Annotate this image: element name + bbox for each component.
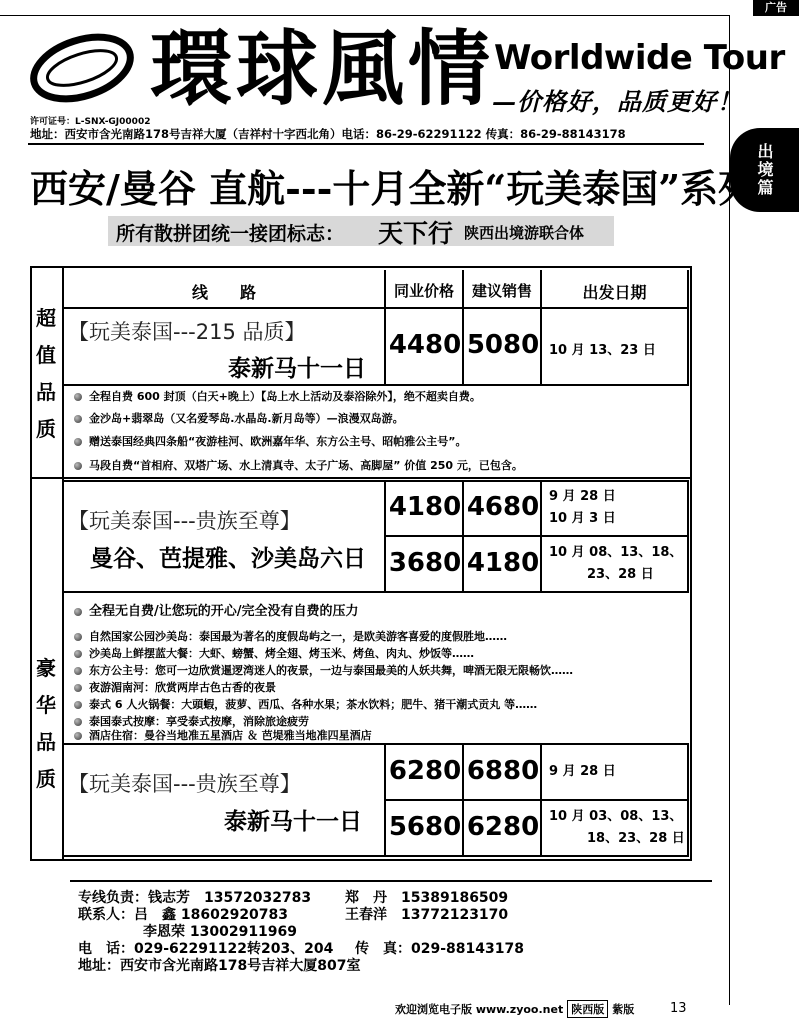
list-item: 马段自费“首相府、双塔广场、水上清真寺、太子广场、高脚屋” 价值 250 元，已包含。 [74,459,523,473]
retail-price: 4180 [466,548,540,578]
header-retail-price: 建议销售 [471,282,532,300]
list-item: 沙美岛上鲜摆蓝大餐：大虾、螃蟹、烤全翅、烤玉米、烤鱼、肉丸、炒饭等…… [74,647,474,661]
retail-price: 5080 [466,330,540,360]
header-trade-price: 同业价格 [393,282,454,300]
footer: 欢迎浏览电子版 www.zyoo.net 陕西版 紫版 [395,1000,634,1018]
row-divider [62,855,689,857]
subline-text: 所有散拼团统一接团标志： [116,223,345,245]
trade-price: 5680 [388,812,462,842]
row-divider [62,591,689,593]
brand-name-en: Worldwide Tour [494,38,785,78]
license-number: 许可证号：L-SNX-GJ00002 [30,117,151,127]
header-address: 地址：西安市含光南路178号吉祥大厦（吉祥村十字西北角）电话：86-29-62291122 传真：86-29-88143178 [30,127,626,141]
list-item: 泰国泰式按摩：享受泰式按摩，消除旅途疲劳 [74,715,309,729]
section-tab: 出境篇 [730,128,799,212]
slogan: —价格好，品质更好！ [492,87,742,116]
header-rule [28,143,704,145]
list-item: 金沙岛+翡翠岛（又名爱琴岛.水晶岛.新月岛等）—浪漫双岛游。 [74,412,404,426]
top-rule [0,15,730,16]
bullet-icon [74,393,82,401]
bullet-icon [74,667,82,675]
retail-price: 6280 [466,812,540,842]
retail-price: 4680 [466,492,540,522]
list-item: 自然国家公园沙美岛：泰国最为著名的度假岛屿之一，是欧美游客喜爱的度假胜地…… [74,630,507,644]
list-item: 全程自费 600 封顶（白天+晚上）【岛上水上活动及泰浴除外】，绝不超卖自费。 [74,390,481,404]
route-subtitle: 泰新马十一日 [228,356,366,382]
bullet-icon [74,732,82,740]
header-route: 线 路 [191,283,256,302]
page-number: 13 [670,1001,687,1016]
trade-price: 4180 [388,492,462,522]
bullet-icon [74,633,82,641]
list-item: 酒店住宿：曼谷当地准五星酒店 ＆ 芭堤雅当地准四星酒店 [74,729,372,743]
departure-dates: 10 月 13、23 日 [549,343,656,358]
col-divider [62,266,64,861]
departure-dates: 9 月 28 日 10 月 3 日 [549,489,616,526]
contact-line: 郑 丹 15389186509 [345,890,509,906]
trade-price: 3680 [388,548,462,578]
row-divider [384,799,689,801]
contact-line: 专线负责：钱志芳 13572032783 [78,890,312,906]
route-subtitle: 曼谷、芭提雅、沙美岛六日 [90,546,366,572]
brand-name-cn: 環球風情 [150,22,495,117]
row-divider [62,480,689,482]
bullet-icon [74,415,82,423]
ad-tag: 广告 [753,0,799,16]
contact-line: 传 真：029-88143178 [355,941,524,957]
trade-price: 6280 [388,756,462,786]
bullet-icon [74,438,82,446]
bullet-icon [74,701,82,709]
contact-address: 地址：西安市含光南路178号吉祥大厦807室 [78,958,361,974]
contact-line: 王春洋 13772123170 [345,907,509,923]
header-departure: 出发日期 [582,283,647,302]
col-divider [687,270,689,385]
list-item: 夜游湄南河：欣赏两岸古色古香的夜景 [74,681,276,695]
section-label: 超 值 品 质 [36,306,56,441]
bullet-icon [74,684,82,692]
row-divider [384,535,689,537]
headline: 西安/曼谷 直航---十月全新“玩美泰国”系列 [30,166,757,211]
contact-line: 李恩荣 13002911969 [143,924,298,940]
retail-price: 6880 [466,756,540,786]
trade-price: 4480 [388,330,462,360]
list-item: 赠送泰国经典四条船“夜游桂河、欧洲嘉年华、东方公主号、昭帕雅公主号”。 [74,435,466,449]
departure-dates: 9 月 28 日 [549,764,616,779]
contact-line: 电 话：029-62291122转203、204 [78,941,334,957]
bullet-icon [74,608,82,616]
row-divider [30,477,690,479]
globe-logo-icon [28,32,136,104]
row-divider [62,384,689,386]
row-divider [62,743,689,745]
route-subtitle: 泰新马十一日 [224,809,362,835]
list-item: 泰式 6 人火锅餐：大頭蝦，菠萝、西瓜、各种水果；茶水饮料；肥牛、猪干潮式贡丸 等…… [74,698,537,712]
departure-dates: 10 月 08、13、18、 23、28 日 [549,545,683,582]
section-label: 豪 华 品 质 [36,656,56,791]
route-title: 【玩美泰国---贵族至尊】 [68,772,301,796]
bullet-icon [74,718,82,726]
contact-line: 联系人：吕 鑫 18602920783 [78,907,289,923]
bullet-icon [74,650,82,658]
list-item: 东方公主号：您可一边欣赏暹逻湾迷人的夜景，一边与泰国最美的人妖共舞，啤酒无限无限畅饮…… [74,664,573,678]
route-title: 【玩美泰国---215 品质】 [68,320,306,344]
route-title: 【玩美泰国---贵族至尊】 [68,509,301,533]
departure-dates: 10 月 03、08、13、 18、23、28 日 [549,809,685,846]
contact-rule [70,880,712,882]
subline-org: 陕西出境游联合体 [464,224,585,242]
list-item: 全程无自费/让您玩的开心/完全没有自费的压力 [74,605,359,619]
row-divider [62,307,689,309]
subline-sign: 天下行 [378,219,454,248]
bullet-icon [74,462,82,470]
